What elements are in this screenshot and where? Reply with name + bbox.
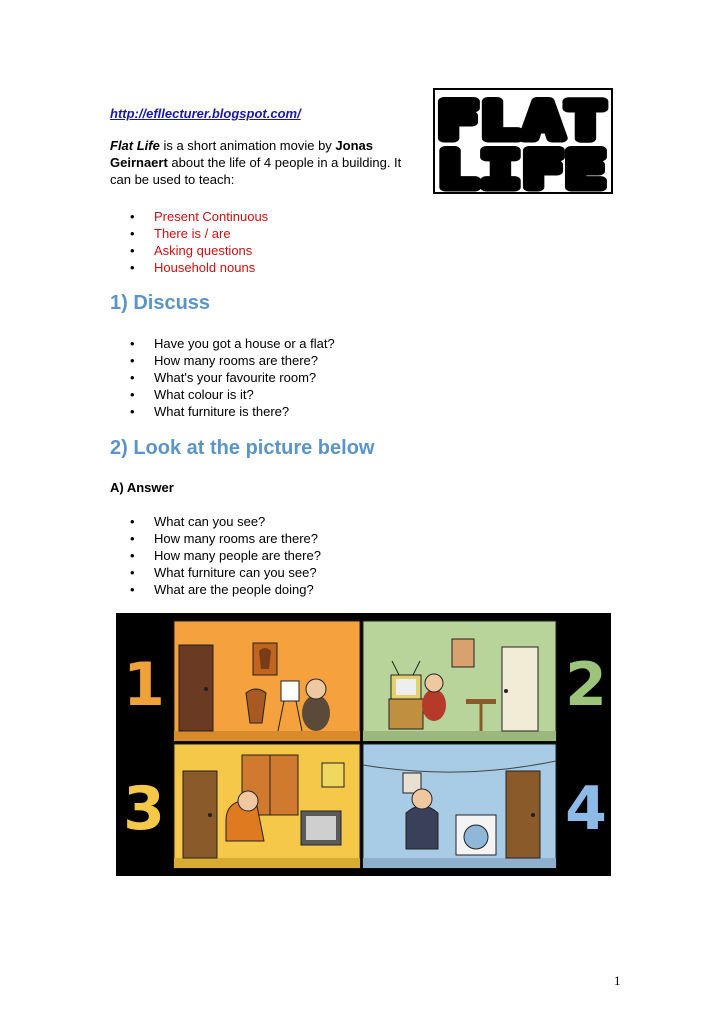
movie-title: Flat Life (110, 138, 160, 153)
intro-paragraph (110, 137, 415, 188)
intro-text-2: about the life of 4 people in a building. It can be used to teach: (110, 155, 402, 187)
room-number-2: 2 (565, 650, 607, 720)
look-heading: 2) Look at the picture below (110, 437, 375, 459)
answer-subheading: A) Answer (110, 480, 174, 495)
door-icon (183, 771, 217, 858)
flat-life-logo-art (435, 90, 611, 192)
topic-item: • There is / are (110, 225, 268, 242)
question-item: • What furniture is there? (110, 403, 335, 420)
room-number-3: 3 (123, 774, 165, 844)
answer-questions (110, 513, 321, 598)
topics-list (110, 208, 268, 276)
door-icon (502, 647, 538, 731)
room-number-4: 4 (565, 774, 607, 844)
question-item: • How many rooms are there? (110, 352, 335, 369)
building-illustration (116, 613, 611, 876)
room-number-1: 1 (123, 650, 165, 720)
topic-item: • Household nouns (110, 259, 268, 276)
intro-text-1: is a short animation movie by (159, 138, 336, 153)
discuss-questions (110, 335, 335, 420)
question-item: • How many rooms are there? (110, 530, 321, 547)
question-item: • What are the people doing? (110, 581, 321, 598)
discuss-heading: 1) Discuss (110, 292, 211, 314)
blog-link[interactable]: http://efllecturer.blogspot.com/ (110, 106, 301, 121)
question-item: • Have you got a house or a flat? (110, 335, 335, 352)
question-item: • How many people are there? (110, 547, 321, 564)
logo-line-1: FLAT (438, 92, 608, 150)
topic-item: • Asking questions (110, 242, 268, 259)
question-item: • What can you see? (110, 513, 321, 530)
question-item: • What furniture can you see? (110, 564, 321, 581)
author-name: Jonas Geirnaert (110, 138, 373, 170)
question-item: • What colour is it? (110, 386, 335, 403)
flat-life-logo (433, 88, 613, 194)
logo-line-2: LIFE (438, 141, 608, 192)
page-number: 1 (614, 973, 621, 988)
topic-item: • Present Continuous (110, 208, 268, 225)
question-item: • What's your favourite room? (110, 369, 335, 386)
door-icon (506, 771, 540, 858)
door-icon (179, 645, 213, 731)
flat-life-picture (116, 613, 611, 876)
